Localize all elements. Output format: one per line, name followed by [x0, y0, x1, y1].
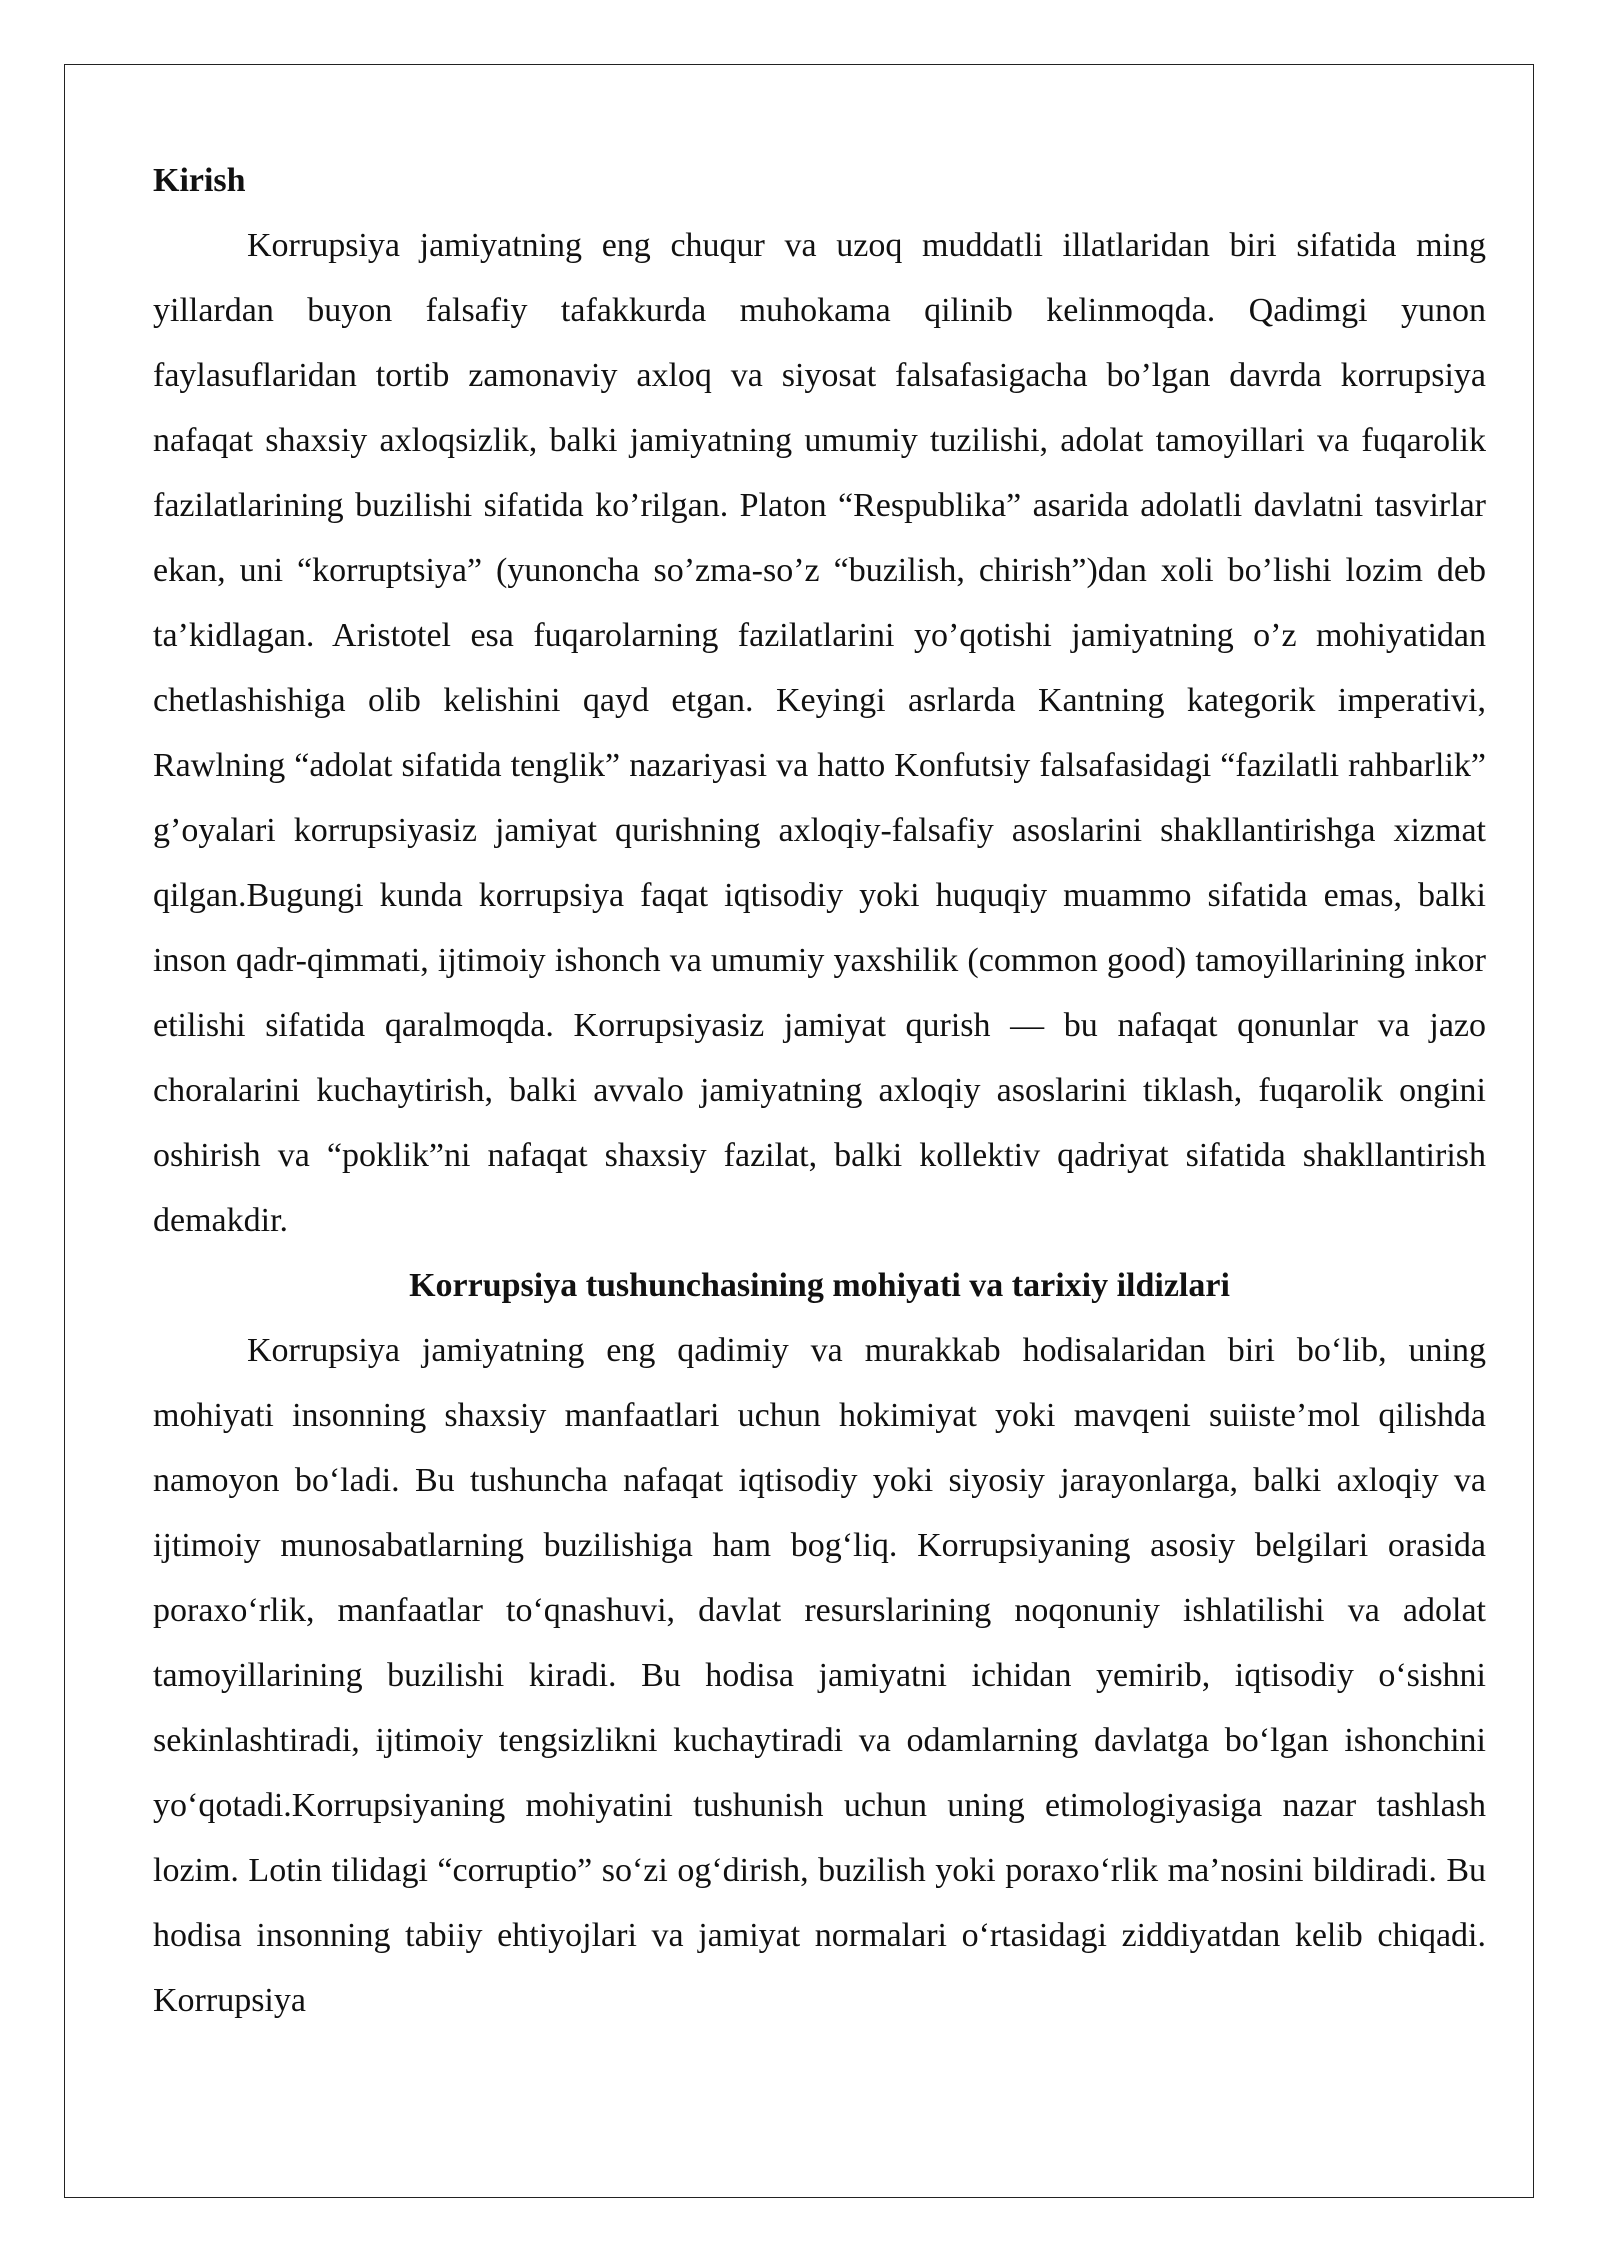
heading-intro: Kirish	[153, 162, 246, 199]
paragraph-intro: Korrupsiya jamiyatning eng chuqur va uzoq muddatli illatlaridan biri sifatida ming yillardan buyon falsafiy tafakkurda muhokama qilinib kelinmoqda. Qadimgi yunon faylasuflaridan tortib zamonaviy axloq va siyosat falsafasigacha bo’lgan davrda korrupsiya nafaqat shaxsiy axloqsizlik, balki jamiyatning umumiy tuzilishi, adolat tamoyillari va fuqarolik fazilatlarining buzilishi sifatida ko’rilgan. Platon “Respublika” asarida adolatli davlatni tasvirlar ekan, uni “korruptsiya” (yunoncha so’zma-so’z “buzilish, chirish”)dan xoli bo’lishi lozim deb ta’kidlagan. Aristotel esa fuqarolarning fazilatlarini yo’qotishi jamiyatning o’z mohiyatidan chetlashishiga olib kelishini qayd etgan. Keyingi asrlarda Kantning kategorik imperativi, Rawlning “adolat sifatida tenglik” nazariyasi va hatto Konfutsiy falsafasidagi “fazilatli rahbarlik” g’oyalari korrupsiyasiz jamiyat qurishning axloqiy-falsafiy asoslarini shakllantirishga xizmat qilgan.Bugungi kunda korrupsiya faqat iqtisodiy yoki huquqiy muammo sifatida emas, balki inson qadr-qimmati, ijtimoiy ishonch va umumiy yaxshilik (common good) tamoyillarining inkor etilishi sifatida qaralmoqda. Korrupsiyasiz jamiyat qurish — bu nafaqat qonunlar va jazo choralarini kuchaytirish, balki avvalo jamiyatning axloqiy asoslarini tiklash, fuqarolik ongini oshirish va “poklik”ni nafaqat shaxsiy fazilat, balki kollektiv qadriyat sifatida shakllantirish demakdir.	[153, 227, 1486, 1239]
paragraph-section: Korrupsiya jamiyatning eng qadimiy va murakkab hodisalaridan biri boʻlib, uning mohiyati insonning shaxsiy manfaatlari uchun hokimiyat yoki mavqeni suiiste’mol qilishda namoyon boʻladi. Bu tushuncha nafaqat iqtisodiy yoki siyosiy jarayonlarga, balki axloqiy va ijtimoiy munosabatlarning buzilishiga ham bogʻliq. Korrupsiyaning asosiy belgilari orasida poraxoʻrlik, manfaatlar toʻqnashuvi, davlat resurslarining noqonuniy ishlatilishi va adolat tamoyillarining buzilishi kiradi. Bu hodisa jamiyatni ichidan yemirib, iqtisodiy oʻsishni sekinlashtiradi, ijtimoiy tengsizlikni kuchaytiradi va odamlarning davlatga boʻlgan ishonchini yoʻqotadi.Korrupsiyaning mohiyatini tushunish uchun uning etimologiyasiga nazar tashlash lozim. Lotin tilidagi “corruptio” soʻzi ogʻdirish, buzilish yoki poraxoʻrlik ma’nosini bildiradi. Bu hodisa insonning tabiiy ehtiyojlari va jamiyat normalari oʻrtasidagi ziddiyatdan kelib chiqadi. Korrupsiya	[153, 1332, 1486, 2019]
document-body	[153, 148, 1486, 2033]
section-heading: Korrupsiya tushunchasining mohiyati va tarixiy ildizlari	[409, 1267, 1230, 1304]
